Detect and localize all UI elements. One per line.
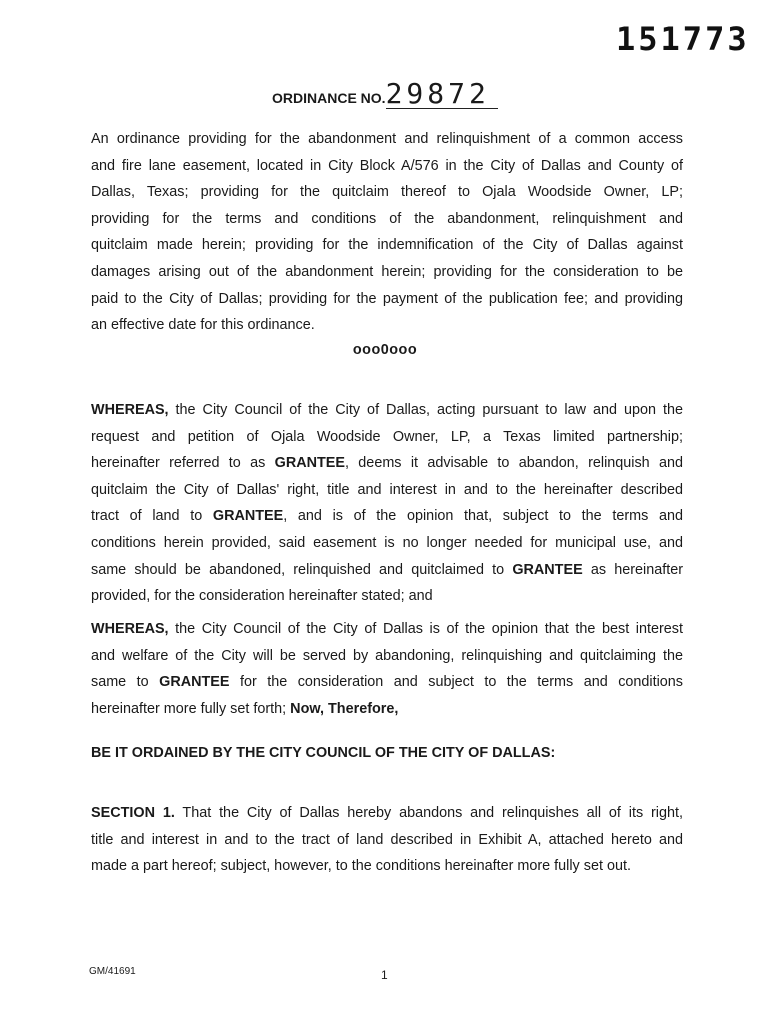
whereas-paragraph-2 [91,616,683,722]
intro-line: quitclaim made herein; providing for the indemnification of the City of Dallas against [91,237,683,254]
whereas-paragraph-1 [91,397,683,610]
ordinance-number: 29872 [386,80,498,109]
whereas-line: same to GRANTEE for the consideration and subject to the terms and conditions [91,674,683,691]
whereas-line: hereinafter referred to as GRANTEE, deems it advisable to abandon, relinquish and [91,455,683,472]
intro-line: paid to the City of Dallas; providing for the payment of the publication fee; and providing [91,290,683,307]
document-stamp-number: 151773 [616,20,750,58]
now-therefore: Now, Therefore, [290,700,399,717]
whereas-line: tract of land to GRANTEE, and is of the opinion that, subject to the terms and [91,508,683,525]
whereas-label: WHEREAS, [91,402,169,418]
separator: ooo0ooo [352,342,418,358]
footer-document-code: GM/41691 [89,966,136,977]
section-line: title and interest in and to the tract of land described in Exhibit A, attached hereto and [91,831,683,848]
intro-paragraph [91,126,683,339]
whereas-line: request and petition of Ojala Woodside Owner, LP, a Texas limited partnership; [91,428,683,445]
ordinance-number-line [272,77,498,110]
grantee-term: GRANTEE [212,508,284,525]
whereas-label: WHEREAS, [91,621,169,637]
ordinance-label: ORDINANCE NO. [272,90,386,106]
intro-line: damages arising out of the abandonment herein; providing for the consideration to be [91,263,683,280]
section-1-paragraph [91,800,683,880]
whereas-line: quitclaim the City of Dallas' right, title and interest in and to the hereinafter described [91,481,683,498]
whereas-line: WHEREAS, the City Council of the City of Dallas, acting pursuant to law and upon the [91,402,683,418]
intro-line: providing for the terms and conditions of the abandonment, relinquishment and [91,210,683,227]
whereas-line: and welfare of the City will be served by abandoning, relinquishing and quitclaiming the [91,647,683,664]
section-line: made a part hereof; subject, however, to the conditions hereinafter more fully set out. [91,858,631,875]
whereas-line: conditions herein provided, said easement is no longer needed for municipal use, and [91,534,683,551]
section-label: SECTION 1. [91,805,175,821]
grantee-term: GRANTEE [159,674,230,691]
intro-line: Dallas, Texas; providing for the quitclaim thereof to Ojala Woodside Owner, LP; [91,184,683,201]
footer-page-number: 1 [381,968,388,982]
intro-line: and fire lane easement, located in City Block A/576 in the City of Dallas and County of [91,157,683,174]
grantee-term: GRANTEE [512,561,583,578]
whereas-line: WHEREAS, the City Council of the City of Dallas is of the opinion that the best interest [91,621,683,637]
whereas-line: provided, for the consideration hereinafter stated; and [91,588,433,605]
ordained-heading: BE IT ORDAINED BY THE CITY COUNCIL OF THE CITY OF DALLAS: [91,745,556,761]
whereas-line: same should be abandoned, relinquished and quitclaimed to GRANTEE as hereinafter [91,561,683,578]
intro-line: an effective date for this ordinance. [91,317,315,334]
whereas-line: hereinafter more fully set forth; Now, Therefore, [91,700,399,717]
section-line: SECTION 1. That the City of Dallas hereby abandons and relinquishes all of its right, [91,805,683,821]
grantee-term: GRANTEE [274,455,345,472]
intro-line: An ordinance providing for the abandonment and relinquishment of a common access [91,131,683,147]
